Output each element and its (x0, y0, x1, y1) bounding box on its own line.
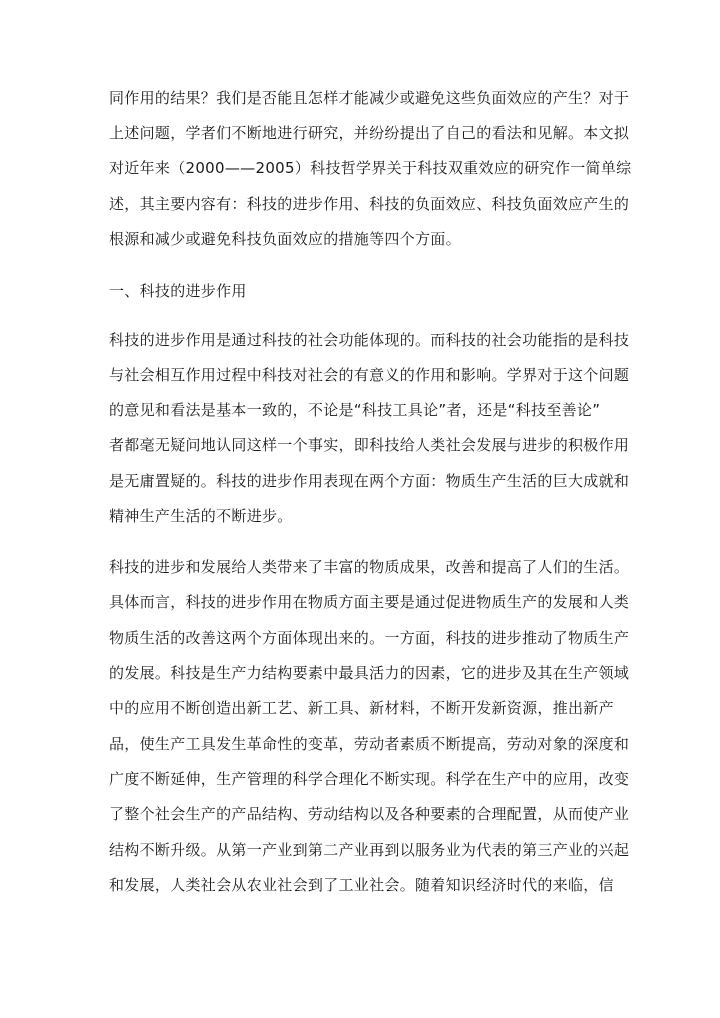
paragraph1-line-4: 者都毫无疑问地认同这样一个事实，即科技给人类社会发展与进步的积极作用 (109, 436, 630, 454)
paragraph2-line-1: 科技的进步和发展给人类带来了丰富的物质成果，改善和提高了人们的生活。 (109, 558, 630, 576)
paragraph1-line-5: 是无庸置疑的。科技的进步作用表现在两个方面：物质生产生活的巨大成就和 (109, 472, 630, 490)
paragraph1-line-6: 精神生产生活的不断进步。 (109, 507, 293, 525)
intro-line-1: 同作用的结果？我们是否能且怎样才能减少或避免这些负面效应的产生？对于 (109, 89, 630, 107)
paragraph2-line-9: 结构不断升级。从第一产业到第二产业再到以服务业为代表的第三产业的兴起 (109, 841, 630, 859)
intro-line-2: 上述问题，学者们不断地进行研究，并纷纷提出了自己的看法和见解。本文拟 (109, 124, 630, 142)
paragraph2-line-2: 具体而言，科技的进步作用在物质方面主要是通过促进物质生产的发展和人类 (109, 593, 630, 611)
paragraph2-line-10: 和发展，人类社会从农业社会到了工业社会。随着知识经济时代的来临，信 (109, 876, 614, 894)
paragraph2-line-4: 的发展。科技是生产力结构要素中最具活力的因素，它的进步及其在生产领域 (109, 664, 630, 682)
paragraph1-line-2: 与社会相互作用过程中科技对社会的有意义的作用和影响。学界对于这个问题 (109, 366, 630, 384)
paragraph2-line-6: 品，使生产工具发生革命性的变革，劳动者素质不断提高，劳动对象的深度和 (109, 735, 630, 753)
intro-line-5: 根源和减少或避免科技负面效应的措施等四个方面。 (109, 230, 461, 248)
intro-line-4: 述，其主要内容有：科技的进步作用、科技的负面效应、科技负面效应产生的 (109, 195, 630, 213)
section-heading: 一、科技的进步作用 (109, 282, 247, 300)
paragraph1-line-3: 的意见和看法是基本一致的，不论是“科技工具论”者，还是“科技至善论” (109, 401, 601, 419)
paragraph2-line-7: 广度不断延伸，生产管理的科学合理化不断实现。科学在生产中的应用，改变 (109, 770, 630, 788)
paragraph2-line-3: 物质生活的改善这两个方面体现出来的。一方面，科技的进步推动了物质生产 (109, 629, 630, 647)
paragraph1-line-1: 科技的进步作用是通过科技的社会功能体现的。而科技的社会功能指的是科技 (109, 331, 630, 349)
paragraph2-line-8: 了整个社会生产的产品结构、劳动结构以及各种要素的合理配置，从而使产业 (109, 805, 630, 823)
intro-line-3: 对近年来（2000——2005）科技哲学界关于科技双重效应的研究作一简单综 (109, 159, 632, 177)
paragraph2-line-5: 中的应用不断创造出新工艺、新工具、新材料，不断开发新资源，推出新产 (109, 699, 614, 717)
